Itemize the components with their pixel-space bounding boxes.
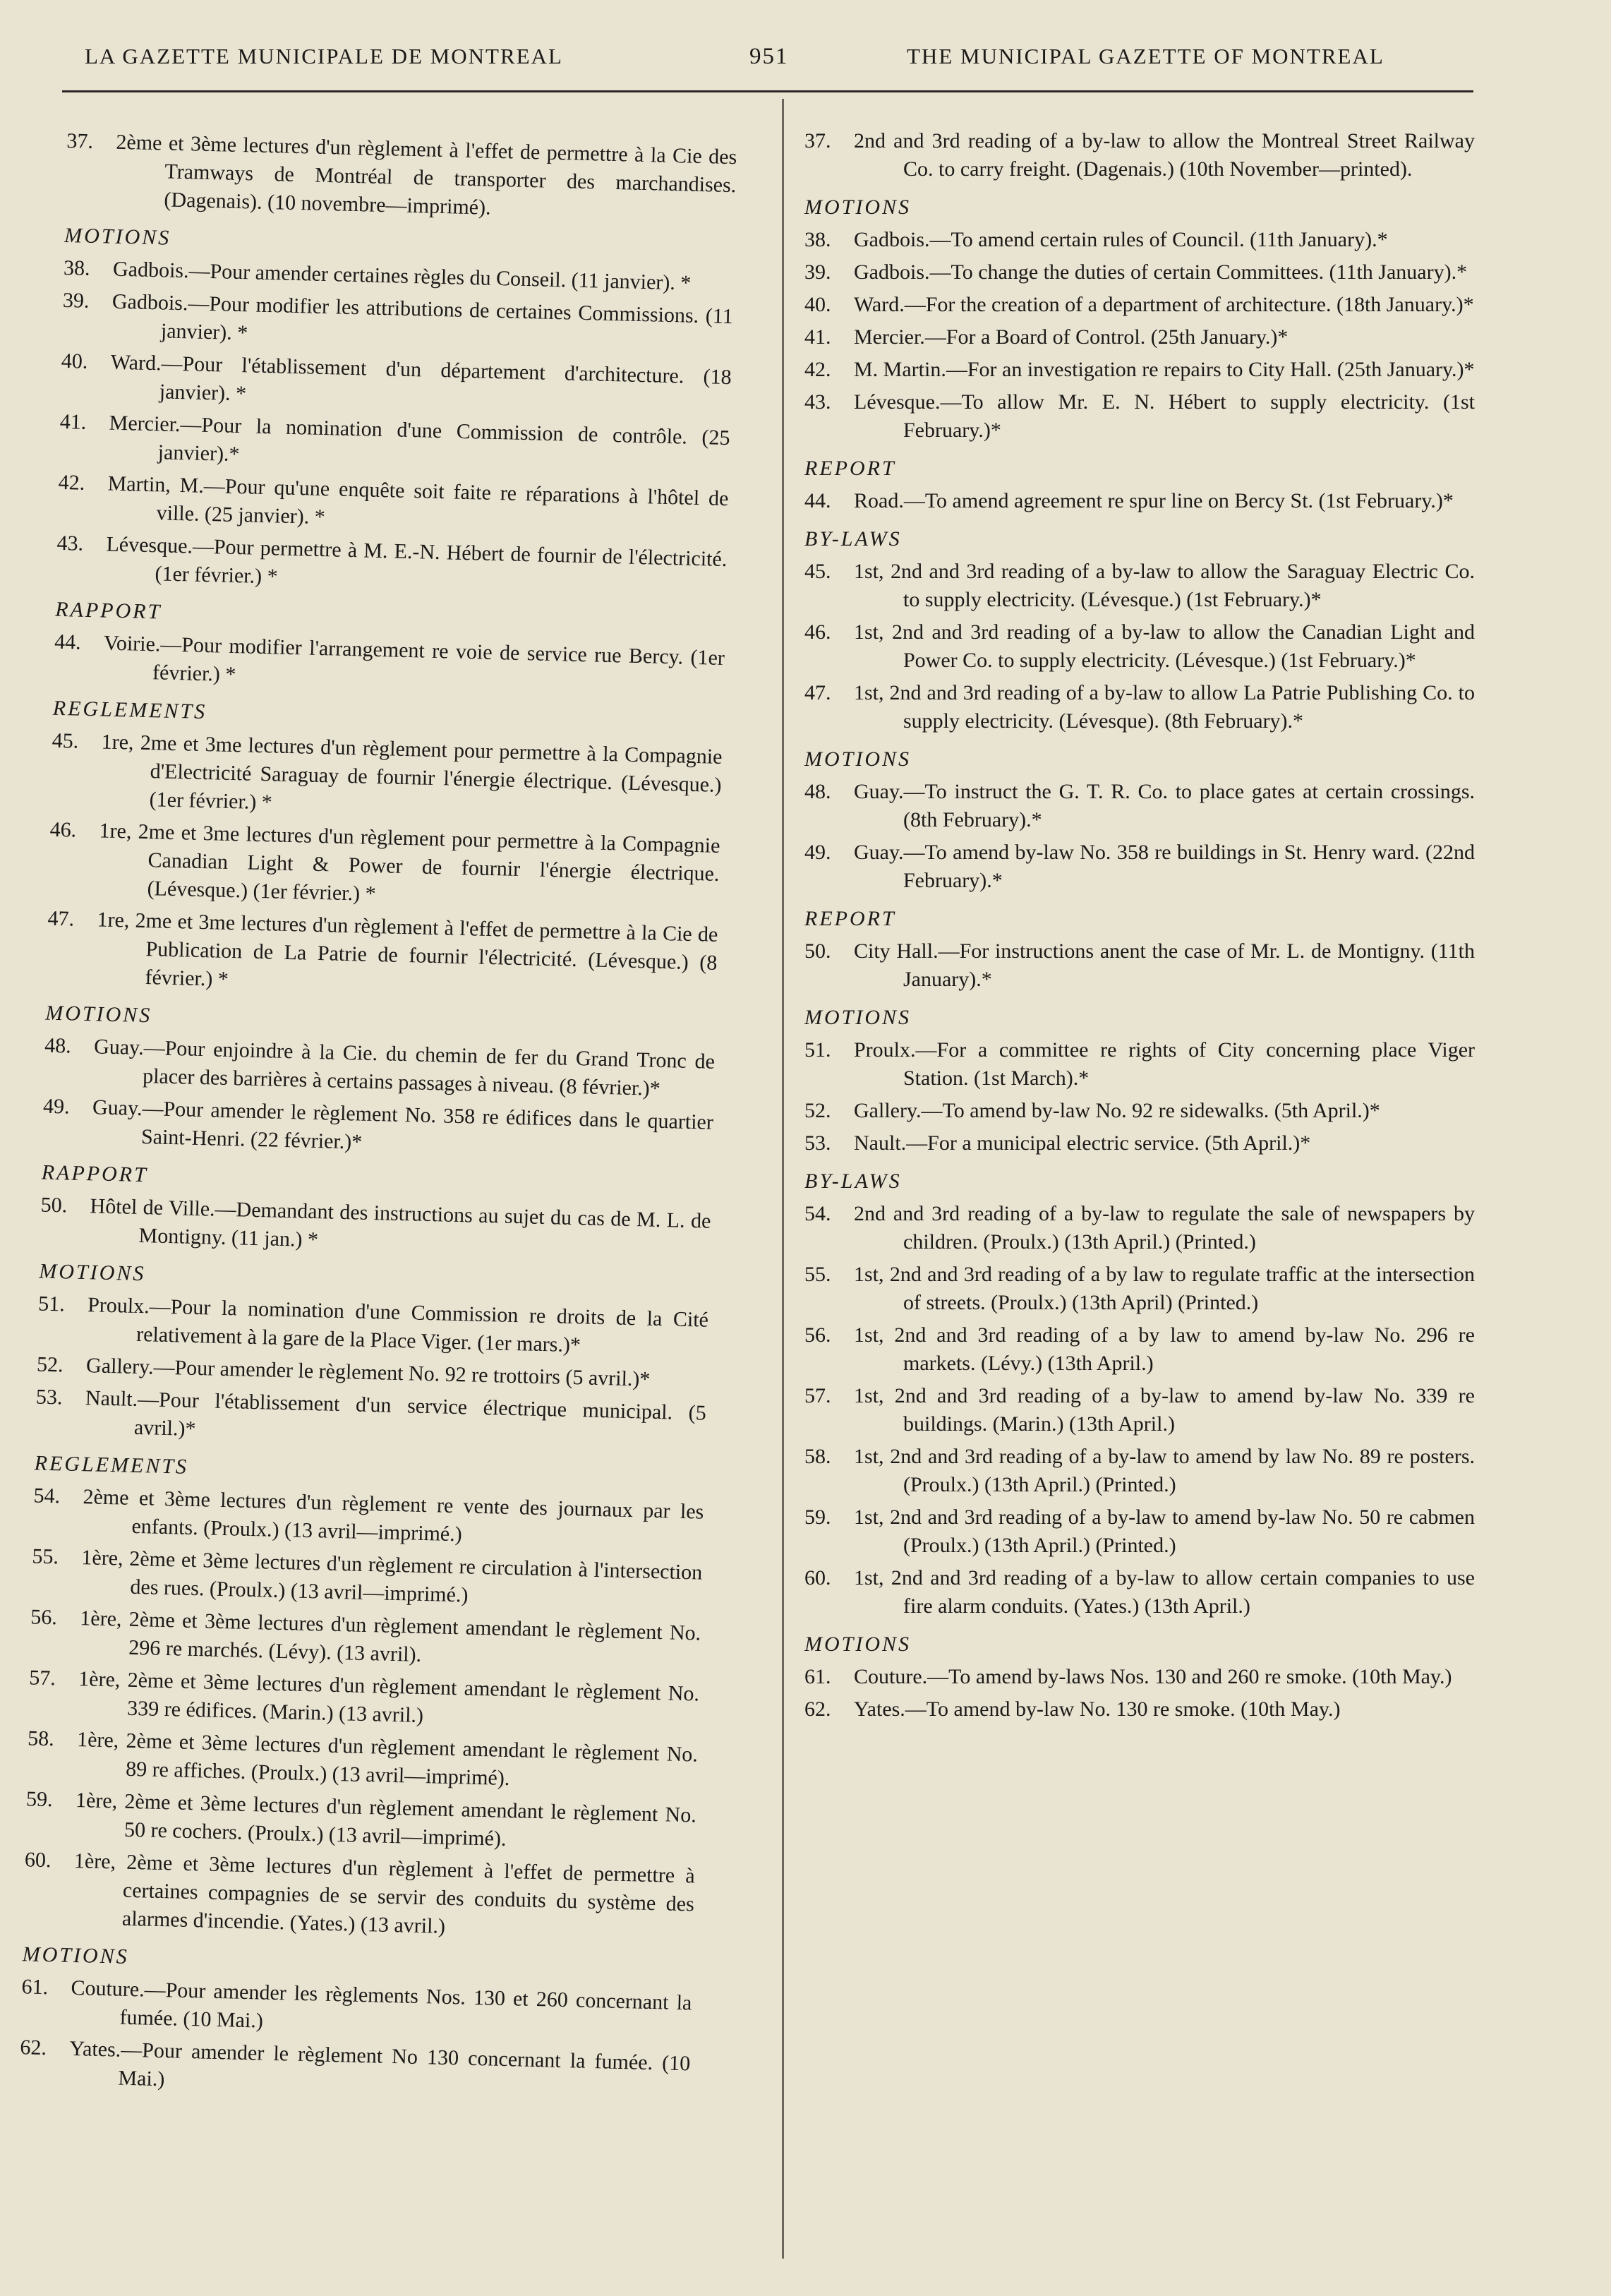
agenda-item (804, 1695, 1475, 1724)
item-number: 59. (804, 1505, 831, 1529)
section-heading: REGLEMENTS (52, 696, 207, 724)
item-number: 62. (804, 1697, 831, 1721)
agenda-item (35, 1383, 707, 1455)
agenda-item (65, 127, 737, 228)
item-text: 1ère, 2ème et 3ème lectures d'un règlement amendant le règlement No. 296 re marchés. (Lévy). (13 avril). (79, 1606, 701, 1666)
item-text: Proulx.—For a committee re rights of City concerning place Viger Station. (1st March).* (854, 1038, 1475, 1090)
section-heading: MOTIONS (38, 1259, 146, 1286)
item-number: 41. (804, 325, 831, 349)
agenda-item (60, 347, 732, 420)
header-title-english: THE MUNICIPAL GAZETTE OF MONTREAL (907, 44, 1384, 68)
item-text: 1ère, 2ème et 3ème lectures d'un règlement à l'effet de permettre à certaines compagnies de se servir des conduits du système des alarmes d'incendie. (Yates.) (13 avril.) (73, 1849, 696, 1938)
column-divider (782, 99, 784, 2259)
item-text: Yates.—Pour amender le règlement No 130 concernant la fumée. (10 Mai.) (69, 2036, 691, 2091)
item-text: Guay.—To instruct the G. T. R. Co. to place gates at certain crossings. (8th February).* (854, 780, 1475, 831)
section-heading: MOTIONS (804, 196, 912, 219)
item-text: 2ème et 3ème lectures d'un règlement à l'effet de permettre à la Cie des Tramways de Montréal de transporter des marchandises. (Dagenais). (10 novembre—imprimé). (116, 130, 737, 220)
agenda-item (804, 1443, 1475, 1499)
item-number: 55. (32, 1544, 59, 1569)
item-text: 1re, 2me et 3me lectures d'un règlement à l'effet de permettre à la Cie de Publication de La Patrie de fournir l'électricité. (Lévesque.) (8 février.) * (97, 908, 718, 991)
item-number: 51. (804, 1038, 831, 1062)
item-number: 48. (44, 1033, 72, 1058)
agenda-item (804, 558, 1475, 614)
item-number: 44. (54, 630, 82, 654)
agenda-item (804, 1321, 1475, 1378)
agenda-item (59, 408, 730, 481)
item-number: 62. (20, 2036, 47, 2060)
agenda-item (804, 1564, 1475, 1621)
agenda-item (56, 529, 728, 602)
item-text: City Hall.—For instructions anent the case of Mr. L. de Montigny. (11th January).* (854, 939, 1475, 991)
item-text: Nault.—For a municipal electric service. (5th April.)* (854, 1131, 1311, 1155)
item-number: 49. (42, 1094, 70, 1119)
item-number: 56. (30, 1605, 58, 1630)
section-heading: BY-LAWS (804, 527, 902, 551)
item-number: 42. (804, 358, 831, 381)
item-number: 48. (804, 780, 831, 803)
item-text: 1ère, 2ème et 3ème lectures d'un règlement amendant le règlement No. 89 re affiches. (Proulx.) (13 avril—imprimé). (76, 1728, 699, 1791)
agenda-item (31, 1542, 703, 1615)
section-heading: REPORT (804, 907, 896, 930)
item-number: 44. (804, 489, 831, 512)
agenda-item (804, 1503, 1475, 1560)
agenda-item (804, 356, 1475, 384)
item-text: Gadbois.—To amend certain rules of Council. (11th January).* (854, 228, 1388, 251)
section-heading: REPORT (804, 457, 896, 480)
item-number: 56. (804, 1323, 831, 1347)
agenda-item (804, 1261, 1475, 1317)
item-text: Gadbois.—Pour amender certaines règles du Conseil. (11 janvier). * (112, 257, 692, 295)
item-text: Ward.—Pour l'établissement d'un département d'architecture. (18 janvier). * (110, 350, 732, 406)
item-text: Guay.—Pour amender le règlement No. 358 re édifices dans le quartier Saint-Henri. (22 février.)* (92, 1095, 714, 1154)
item-number: 52. (36, 1352, 64, 1377)
agenda-item (23, 1846, 696, 1947)
item-number: 61. (21, 1975, 49, 2000)
item-number: 46. (804, 620, 831, 644)
item-text: Gadbois.—Pour modifier les attributions de certaines Commissions. (11 janvier). * (111, 289, 734, 345)
agenda-item (19, 2033, 691, 2106)
item-text: 2ème et 3ème lectures d'un règlement re vente des journaux par les enfants. (Proulx.) (13 avril—imprimé.) (83, 1485, 704, 1546)
item-text: 1st, 2nd and 3rd reading of a by-law to allow the Canadian Light and Power Co. to supply electricity. (Lévesque.) (1st February.)* (854, 620, 1475, 672)
agenda-item (40, 1191, 711, 1264)
item-number: 60. (804, 1566, 831, 1589)
agenda-item (30, 1603, 701, 1676)
item-text: 1st, 2nd and 3rd reading of a by-law to allow the Saraguay Electric Co. to supply electricity. (Lévesque.) (1st February.)* (854, 560, 1475, 611)
section-heading: RAPPORT (54, 597, 162, 624)
agenda-item (48, 816, 720, 917)
agenda-item (46, 905, 718, 1006)
section-heading: MOTIONS (804, 747, 912, 771)
item-text: Hôtel de Ville.—Demandant des instructions au sujet du cas de M. L. de Montigny. (11 jan.) * (90, 1194, 711, 1252)
item-number: 58. (804, 1445, 831, 1468)
item-text: Yates.—To amend by-law No. 130 re smoke. (10th May.) (854, 1697, 1341, 1721)
agenda-item (27, 1724, 699, 1797)
item-text: Nault.—Pour l'établissement d'un service électrique municipal. (5 avril.)* (85, 1386, 707, 1441)
item-text: Gallery.—Pour amender le règlement No. 92 re trottoirs (5 avril.)* (85, 1354, 651, 1391)
agenda-item (804, 618, 1475, 675)
item-text: Martin, M.—Pour qu'une enquête soit faite re réparations à l'hôtel de ville. (25 janvier). * (107, 471, 729, 529)
item-text: Couture.—Pour amender les règlements Nos. 130 et 260 concernant la fumée. (10 Mai.) (71, 1976, 692, 2033)
item-text: 1re, 2me et 3me lectures d'un règlement pour permettre à la Compagnie Canadian Light & Power de fournir l'énergie électrique. (Lévesque.) (1er février.) * (99, 819, 720, 906)
agenda-item (25, 1785, 697, 1858)
item-number: 57. (28, 1666, 56, 1690)
agenda-item (804, 487, 1475, 515)
item-text: Ward.—For the creation of a department of architecture. (18th January.)* (854, 293, 1474, 316)
agenda-item (804, 1097, 1475, 1125)
item-number: 53. (804, 1131, 831, 1155)
item-text: 1ère, 2ème et 3ème lectures d'un règlement re circulation à l'intersection des rues. (Proulx.) (13 avril—imprimé.) (81, 1546, 703, 1607)
item-text: 1st, 2nd and 3rd reading of a by law to regulate traffic at the intersection of streets. (Proulx.) (13th April) (Printed.) (854, 1263, 1475, 1314)
item-number: 45. (804, 560, 831, 583)
item-text: Proulx.—Pour la nomination d'une Commission re droits de la Cité relativement à la gare de la Place Viger. (1er mars.)* (87, 1293, 709, 1357)
item-number: 49. (804, 841, 831, 864)
item-text: Gadbois.—To change the duties of certain Committees. (11th January).* (854, 260, 1468, 284)
item-text: Couture.—To amend by-laws Nos. 130 and 260 re smoke. (10th May.) (854, 1665, 1452, 1688)
agenda-item (804, 937, 1475, 994)
item-number: 37. (66, 128, 94, 153)
section-heading: MOTIONS (804, 1006, 912, 1029)
item-number: 45. (52, 728, 79, 753)
item-number: 55. (804, 1263, 831, 1286)
item-text: 1ère, 2ème et 3ème lectures d'un règlement amendant le règlement No. 50 re cochers. (Proulx.) (13 avril—imprimé). (75, 1789, 697, 1851)
item-number: 40. (61, 349, 88, 373)
item-number: 39. (62, 288, 90, 313)
item-text: Lévesque.—To allow Mr. E. N. Hébert to supply electricity. (1st February.)* (854, 390, 1475, 442)
item-text: Gallery.—To amend by-law No. 92 re sidewalks. (5th April.)* (854, 1099, 1380, 1122)
agenda-item (804, 1382, 1475, 1438)
item-number: 50. (804, 939, 831, 963)
agenda-item (32, 1481, 704, 1554)
agenda-item (42, 1093, 714, 1165)
item-number: 51. (37, 1292, 66, 1316)
item-text: M. Martin.—For an investigation re repairs to City Hall. (25th January.)* (854, 358, 1475, 381)
item-number: 57. (804, 1384, 831, 1407)
item-text: Lévesque.—Pour permettre à M. E.-N. Hébert de fournir de l'électricité. (1er février.) * (106, 532, 728, 589)
section-heading: MOTIONS (22, 1942, 130, 1969)
agenda-item (804, 1129, 1475, 1158)
agenda-item (804, 1200, 1475, 1256)
french-column (19, 127, 737, 2110)
item-number: 41. (59, 409, 87, 434)
item-number: 46. (49, 817, 77, 842)
agenda-item (804, 291, 1475, 319)
item-text: Guay.—Pour enjoindre à la Cie. du chemin de fer du Grand Tronc de placer des barrières à certains passages à niveau. (8 février.)* (93, 1035, 716, 1100)
agenda-item (50, 727, 723, 828)
section-heading: MOTIONS (804, 1633, 912, 1656)
item-number: 39. (804, 260, 831, 284)
agenda-item (804, 839, 1475, 895)
item-number: 43. (804, 390, 831, 414)
agenda-item (37, 1290, 709, 1363)
item-text: 1re, 2me et 3me lectures d'un règlement pour permettre à la Compagnie d'Electricité Saraguay de fournir l'énergie électrique. (Lévesque.) (1er février.) * (101, 730, 723, 815)
item-number: 37. (804, 129, 831, 152)
english-column (804, 127, 1475, 1728)
item-number: 58. (27, 1726, 55, 1751)
agenda-item (804, 1036, 1475, 1093)
item-text: Road.—To amend agreement re spur line on Bercy St. (1st February.)* (854, 489, 1454, 512)
item-text: Voirie.—Pour modifier l'arrangement re voie de service rue Bercy. (1er février.) * (103, 631, 725, 687)
item-text: Mercier.—For a Board of Control. (25th January.)* (854, 325, 1289, 349)
agenda-item (54, 628, 725, 701)
item-text: 1ère, 2ème et 3ème lectures d'un règlement amendant le règlement No. 339 re édifices. (Marin.) (13 avril.) (78, 1667, 700, 1728)
item-number: 61. (804, 1665, 831, 1688)
item-text: 1st, 2nd and 3rd reading of a by-law to amend by-law No. 50 re cabmen (Proulx.) (13th April.) (Printed.) (854, 1505, 1475, 1557)
section-heading: RAPPORT (41, 1160, 149, 1187)
agenda-item (44, 1032, 716, 1105)
section-heading: MOTIONS (44, 1001, 152, 1028)
item-number: 54. (804, 1202, 831, 1225)
section-heading: REGLEMENTS (34, 1451, 189, 1479)
item-number: 47. (47, 906, 75, 931)
header-title-french: LA GAZETTE MUNICIPALE DE MONTREAL (85, 44, 563, 68)
item-text: 2nd and 3rd reading of a by-law to regulate the sale of newspapers by children. (Proulx.) (13th April.) (Printed.) (854, 1202, 1475, 1254)
item-number: 59. (25, 1787, 53, 1812)
agenda-item (57, 469, 729, 541)
item-text: Mercier.—Pour la nomination d'une Commission de contrôle. (25 janvier).* (109, 411, 730, 467)
agenda-item (804, 323, 1475, 351)
item-number: 47. (804, 681, 831, 704)
item-text: 2nd and 3rd reading of a by-law to allow the Montreal Street Railway Co. to carry freight. (Dagenais.) (10th November—printed). (854, 129, 1475, 181)
agenda-item (62, 287, 734, 359)
agenda-item (804, 226, 1475, 254)
item-number: 52. (804, 1099, 831, 1122)
item-text: 1st, 2nd and 3rd reading of a by-law to amend by law No. 89 re posters. (Proulx.) (13th April.) (Printed.) (854, 1445, 1475, 1496)
item-text: 1st, 2nd and 3rd reading of a by law to amend by-law No. 296 re markets. (Lévy.) (13th April.) (854, 1323, 1475, 1375)
agenda-item (28, 1664, 700, 1736)
item-text: 1st, 2nd and 3rd reading of a by-law to allow La Patrie Publishing Co. to supply electricity. (Lévesque). (8th February).* (854, 681, 1475, 733)
section-heading: BY-LAWS (804, 1170, 902, 1193)
agenda-item (804, 258, 1475, 287)
item-number: 38. (804, 228, 831, 251)
agenda-item (804, 1663, 1475, 1691)
page-number: 951 (749, 44, 789, 69)
item-number: 38. (63, 256, 91, 280)
item-text: Guay.—To amend by-law No. 358 re buildings in St. Henry ward. (22nd February).* (854, 841, 1475, 892)
item-number: 53. (35, 1385, 63, 1410)
agenda-item (804, 127, 1475, 184)
section-heading: MOTIONS (64, 223, 171, 250)
item-text: 1st, 2nd and 3rd reading of a by-law to allow certain companies to use fire alarm conduits. (Yates.) (13th April.) (854, 1566, 1475, 1618)
item-number: 42. (58, 470, 85, 495)
agenda-item (804, 388, 1475, 445)
item-text: 1st, 2nd and 3rd reading of a by-law to amend by-law No. 339 re buildings. (Marin.) (13th April.) (854, 1384, 1475, 1436)
agenda-item (20, 1973, 692, 2045)
item-number: 43. (56, 531, 84, 555)
agenda-item (804, 778, 1475, 834)
item-number: 50. (40, 1193, 68, 1218)
header-rule (62, 90, 1473, 92)
agenda-item (804, 679, 1475, 735)
item-number: 60. (24, 1848, 52, 1873)
item-number: 54. (33, 1484, 61, 1508)
item-number: 40. (804, 293, 831, 316)
